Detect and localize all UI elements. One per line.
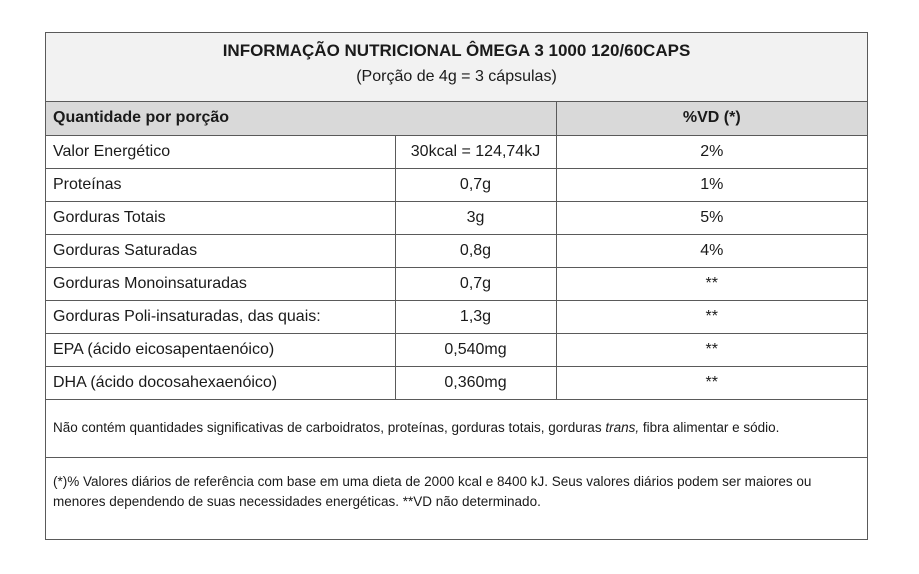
nutrient-name: Gorduras Poli-insaturadas, das quais: [46,300,395,333]
table-row [46,267,867,300]
table-row [46,201,867,234]
nutrient-name: Proteínas [46,168,395,201]
nutrition-title: INFORMAÇÃO NUTRICIONAL ÔMEGA 3 1000 120/60CAPS [222,41,691,60]
nutrient-vd: 5% [556,201,867,234]
nutrient-name: Gorduras Saturadas [46,234,395,267]
nutrient-name: Valor Energético [46,135,395,168]
nutrient-vd: ** [556,366,867,399]
nutrient-amount: 0,7g [395,267,556,300]
nutrient-amount: 0,7g [395,168,556,201]
table-header-row [46,102,867,135]
nutrient-vd: 2% [556,135,867,168]
header-quantity: Quantidade por porção [46,102,395,135]
table-row [46,366,867,399]
not-contains-note [46,400,867,458]
table-row [46,234,867,267]
nutrition-facts-panel [45,32,868,540]
nutrient-amount: 3g [395,201,556,234]
nutrient-amount: 1,3g [395,300,556,333]
nutrient-vd: 1% [556,168,867,201]
note-text-italic: trans, [605,419,640,435]
portion-subtitle: (Porção de 4g = 3 cápsulas) [356,68,557,85]
nutrient-amount: 0,360mg [395,366,556,399]
header-amount [395,102,556,135]
nutrient-amount: 0,8g [395,234,556,267]
nutrient-name: EPA (ácido eicosapentaenóico) [46,333,395,366]
nutrient-amount: 0,540mg [395,333,556,366]
nutrient-name: DHA (ácido docosahexaenóico) [46,366,395,399]
note-text-after: fibra alimentar e sódio. [639,419,780,435]
nutrient-vd: ** [556,267,867,300]
title-block [46,33,867,102]
note-text-before: Não contém quantidades significativas de carboidratos, proteínas, gorduras totais, gorduras [53,419,606,435]
nutrient-name: Gorduras Monoinsaturadas [46,267,395,300]
nutrient-vd: 4% [556,234,867,267]
nutrition-table [46,102,867,400]
header-vd: %VD (*) [556,102,867,135]
nutrient-name: Gorduras Totais [46,201,395,234]
footnote: (*)% Valores diários de referência com base em uma dieta de 2000 kcal e 8400 kJ. Seus valores diários podem ser maiores ou menores dependendo de suas necessidades energéticas. **VD não determinado. [53,473,812,509]
table-row [46,300,867,333]
nutrient-vd: ** [556,333,867,366]
nutrient-amount: 30kcal = 124,74kJ [395,135,556,168]
table-row [46,168,867,201]
table-row [46,333,867,366]
table-row [46,135,867,168]
nutrient-vd: ** [556,300,867,333]
